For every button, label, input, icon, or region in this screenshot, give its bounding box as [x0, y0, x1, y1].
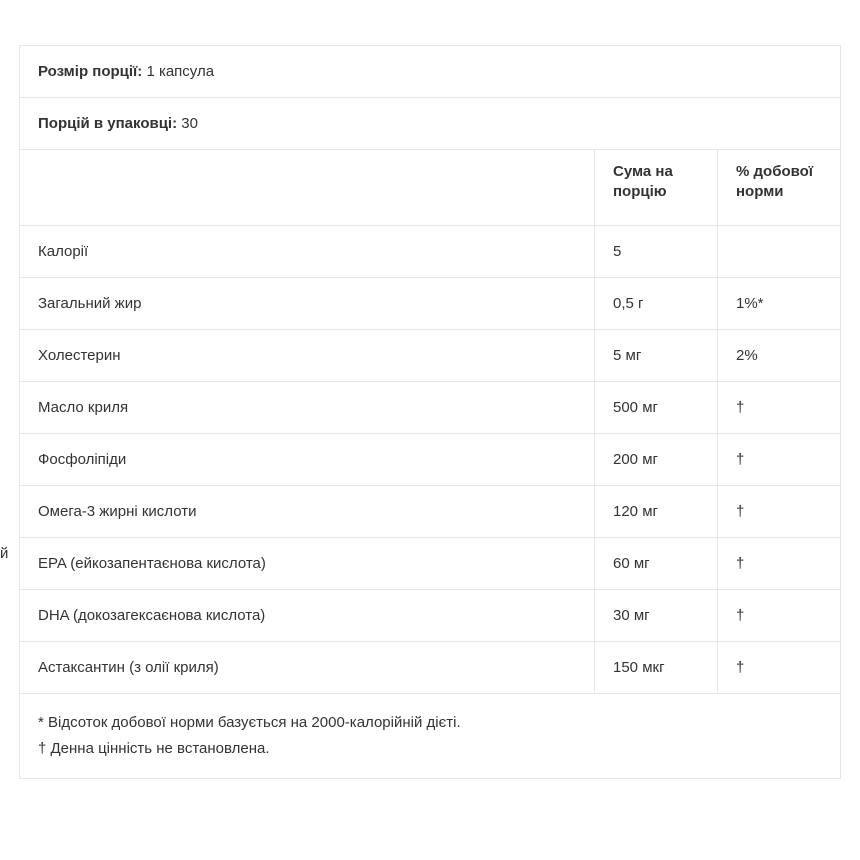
serving-size-label: Розмір порції:	[38, 62, 143, 80]
nutrient-amount: 500 мг	[595, 382, 718, 434]
nutrient-row	[20, 226, 841, 278]
nutrient-row	[20, 434, 841, 486]
nutrient-amount: 5 мг	[595, 330, 718, 382]
nutrient-daily-value: †	[718, 642, 841, 694]
amount-per-serving-header: Сума на порцію	[595, 150, 718, 226]
nutrient-row	[20, 642, 841, 694]
nutrient-name: Астаксантин (з олії криля)	[20, 642, 595, 694]
nutrient-name: Масло криля	[20, 382, 595, 434]
nutrient-amount: 200 мг	[595, 434, 718, 486]
nutrient-name: Холестерин	[20, 330, 595, 382]
nutrient-daily-value: †	[718, 382, 841, 434]
nutrient-amount: 5	[595, 226, 718, 278]
nutrient-daily-value: 1%*	[718, 278, 841, 330]
serving-size-row	[20, 46, 841, 98]
footnote-not-established: † Денна цінність не встановлена.	[38, 740, 270, 757]
nutrient-name: Загальний жир	[20, 278, 595, 330]
header-empty-cell	[20, 150, 595, 226]
nutrient-name: Калорії	[20, 226, 595, 278]
nutrient-row	[20, 486, 841, 538]
nutrient-name: EPA (ейкозапентаєнова кислота)	[20, 538, 595, 590]
nutrient-daily-value: †	[718, 538, 841, 590]
servings-per-container-label: Порцій в упаковці:	[38, 114, 178, 132]
nutrient-name: Фосфоліпіди	[20, 434, 595, 486]
nutrient-amount: 150 мкг	[595, 642, 718, 694]
header-row	[20, 150, 841, 226]
nutrient-amount: 0,5 г	[595, 278, 718, 330]
nutrient-amount: 30 мг	[595, 590, 718, 642]
nutrient-daily-value: 2%	[718, 330, 841, 382]
nutrient-daily-value: †	[718, 434, 841, 486]
nutrient-row	[20, 538, 841, 590]
nutrient-daily-value	[718, 226, 841, 278]
servings-per-container-row	[20, 98, 841, 150]
nutrient-name: Омега-3 жирні кислоти	[20, 486, 595, 538]
nutrient-row	[20, 278, 841, 330]
nutrient-amount: 60 мг	[595, 538, 718, 590]
nutrient-row	[20, 590, 841, 642]
servings-per-container-value: 30	[181, 114, 198, 132]
cropped-text-fragment: й	[0, 545, 9, 562]
nutrient-amount: 120 мг	[595, 486, 718, 538]
footnote-daily-value: * Відсоток добової норми базується на 2000-калорійній дієті.	[38, 714, 461, 731]
footnotes-row	[20, 694, 841, 779]
nutrient-row	[20, 330, 841, 382]
supplement-facts-table	[19, 45, 841, 779]
nutrient-daily-value: †	[718, 486, 841, 538]
nutrient-name: DHA (докозагексаєнова кислота)	[20, 590, 595, 642]
daily-value-header: % добової норми	[718, 150, 841, 226]
serving-size-value: 1 капсула	[146, 62, 215, 80]
nutrient-daily-value: †	[718, 590, 841, 642]
nutrient-row	[20, 382, 841, 434]
